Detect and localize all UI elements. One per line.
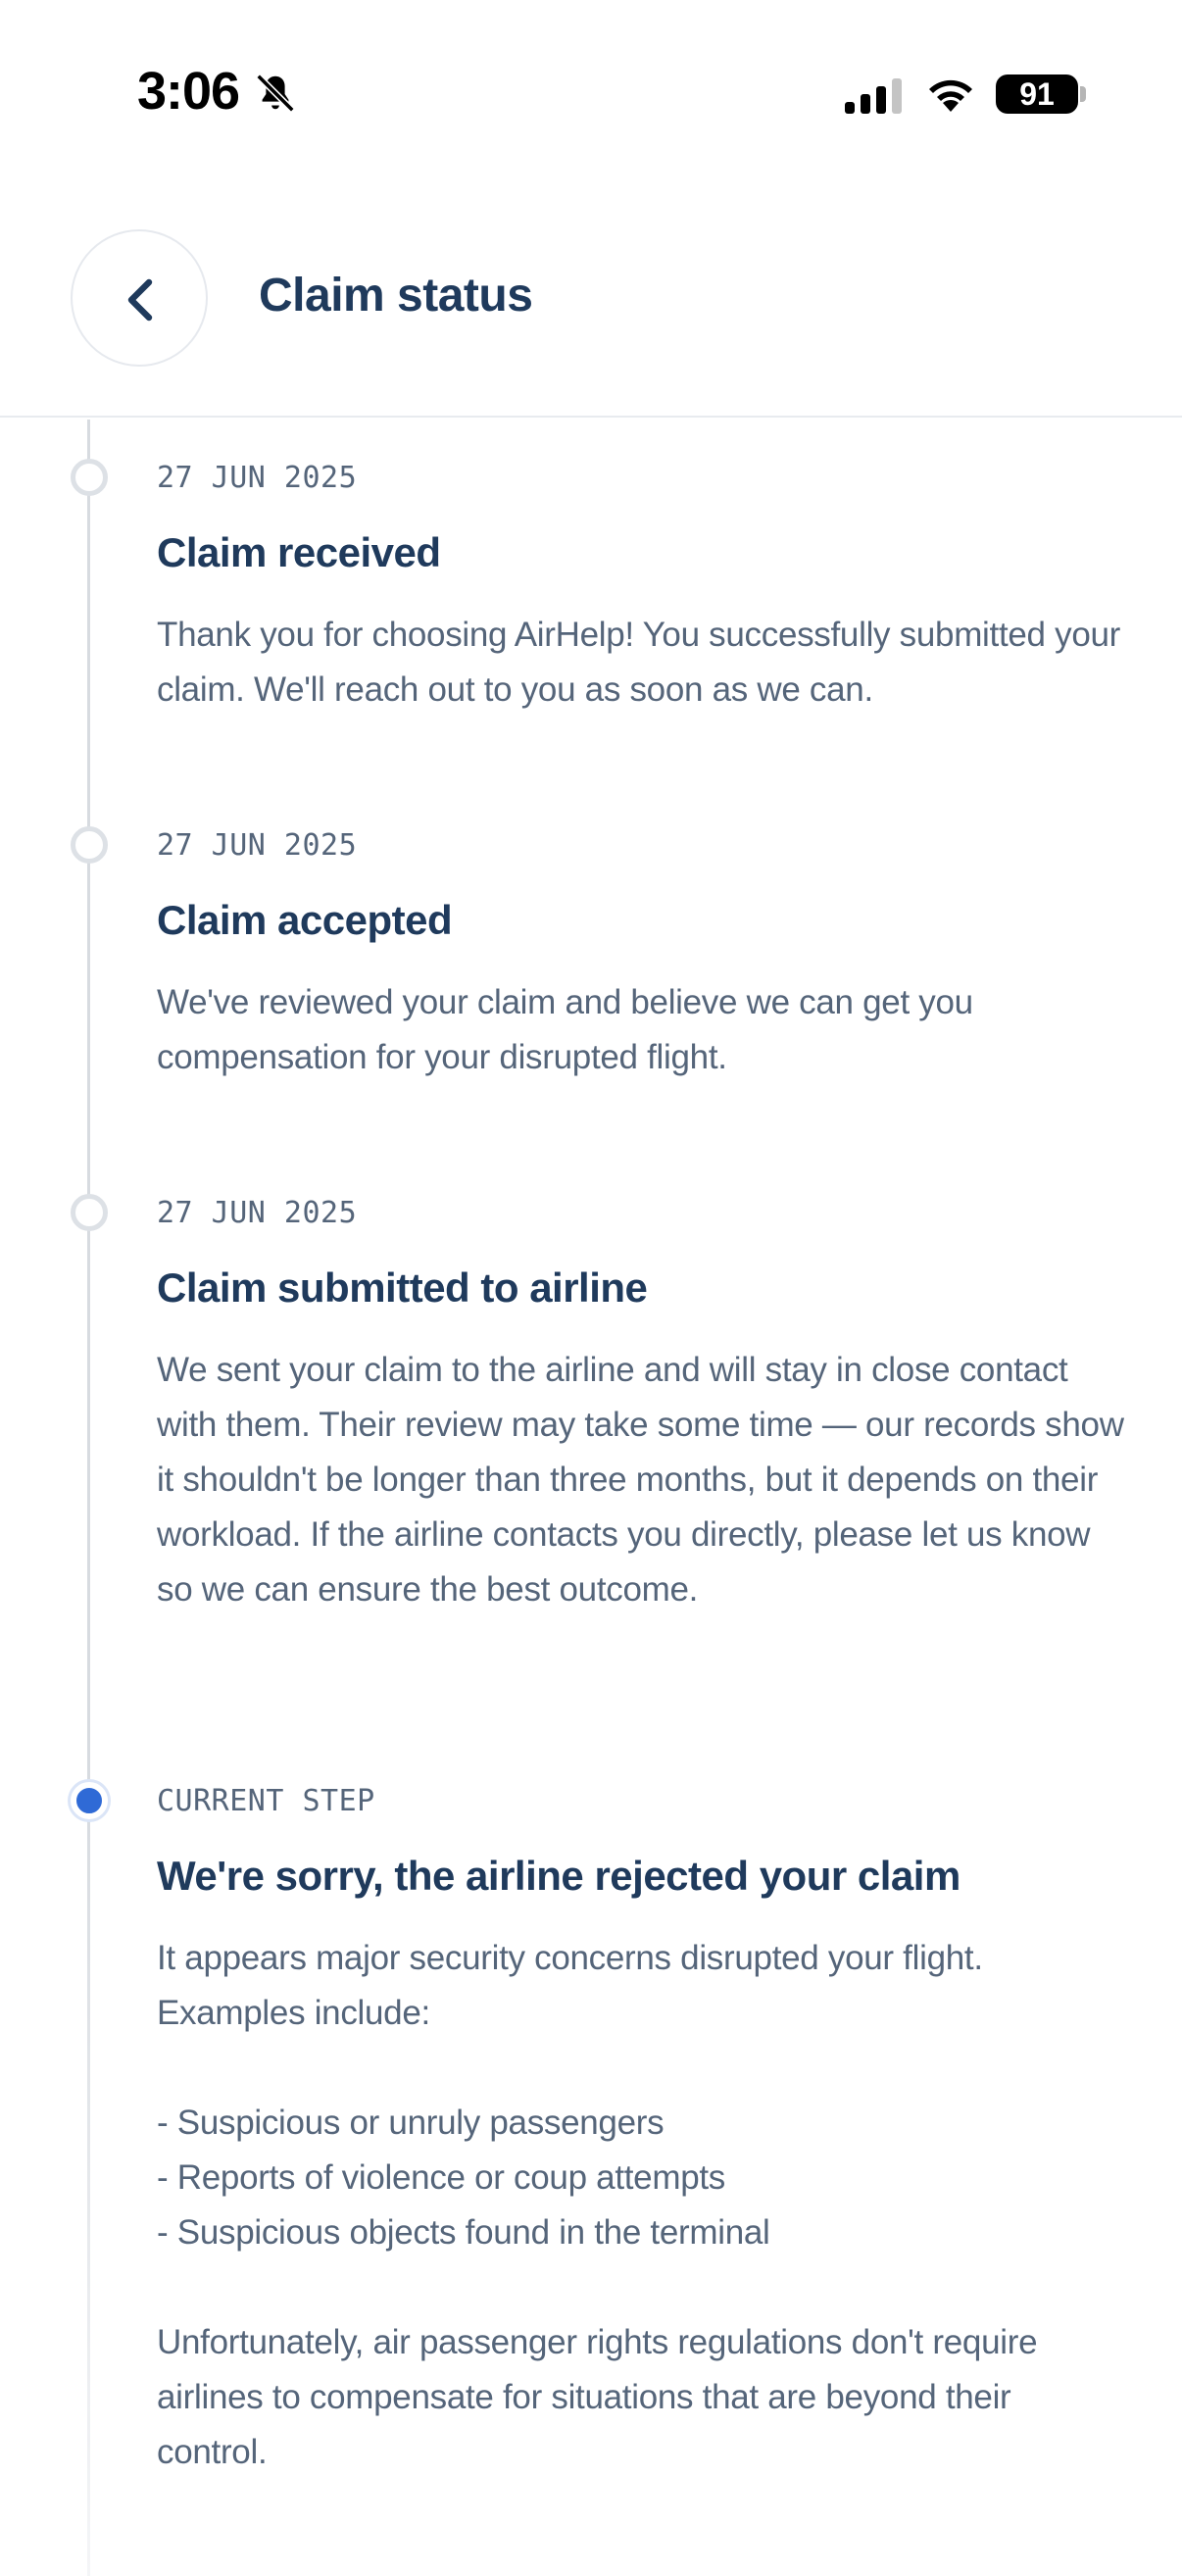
- status-time: 3:06: [137, 62, 240, 121]
- step-description: It appears major security concerns disrupted your flight. Examples include: - Suspicious or unruly passengers - Reports of violence or coup attempts - Suspicious objects found in the terminal Unfortunately, air passenger rights regulations don't require airlines to compensate for situations that are beyond their control.: [157, 1939, 1038, 2471]
- step-description: We sent your claim to the airline and will stay in close contact with them. Their review may take some time — our records show it shouldn't be longer than three months, but it depends on their workload. If the airline contacts you directly, please let us know so we can ensure the best outcome.: [157, 1351, 1124, 1609]
- back-button[interactable]: [71, 229, 208, 367]
- step-title: Claim received: [157, 529, 441, 575]
- battery-indicator: 91: [996, 74, 1078, 114]
- timeline-line: [87, 420, 90, 1792]
- battery-tip: [1080, 86, 1086, 102]
- claim-timeline: [0, 420, 1182, 2570]
- step-dot-current: [71, 1782, 108, 1819]
- step-dot-completed: [71, 459, 108, 496]
- step-date: 27 JUN 2025: [157, 1196, 358, 1230]
- step-dot-completed: [71, 826, 108, 864]
- step-dot-completed: [71, 1194, 108, 1231]
- timeline-line-fade: [87, 1792, 90, 2576]
- step-title: We're sorry, the airline rejected your claim: [157, 1853, 960, 1899]
- chevron-left-icon: [122, 276, 161, 323]
- step-title: Claim submitted to airline: [157, 1264, 648, 1311]
- cellular-signal-icon: [845, 76, 906, 116]
- step-date: 27 JUN 2025: [157, 461, 358, 495]
- step-date: 27 JUN 2025: [157, 828, 358, 863]
- page-title: Claim status: [259, 270, 533, 322]
- bell-off-icon: [253, 71, 298, 116]
- wifi-icon: [923, 73, 978, 116]
- header: [0, 196, 1182, 418]
- current-step-label: CURRENT STEP: [157, 1784, 375, 1818]
- step-description: We've reviewed your claim and believe we can get you compensation for your disrupted flight.: [157, 983, 973, 1076]
- step-title: Claim accepted: [157, 897, 453, 943]
- step-description: Thank you for choosing AirHelp! You successfully submitted your claim. We'll reach out to you as soon as we can.: [157, 616, 1121, 709]
- status-bar: [0, 0, 1182, 196]
